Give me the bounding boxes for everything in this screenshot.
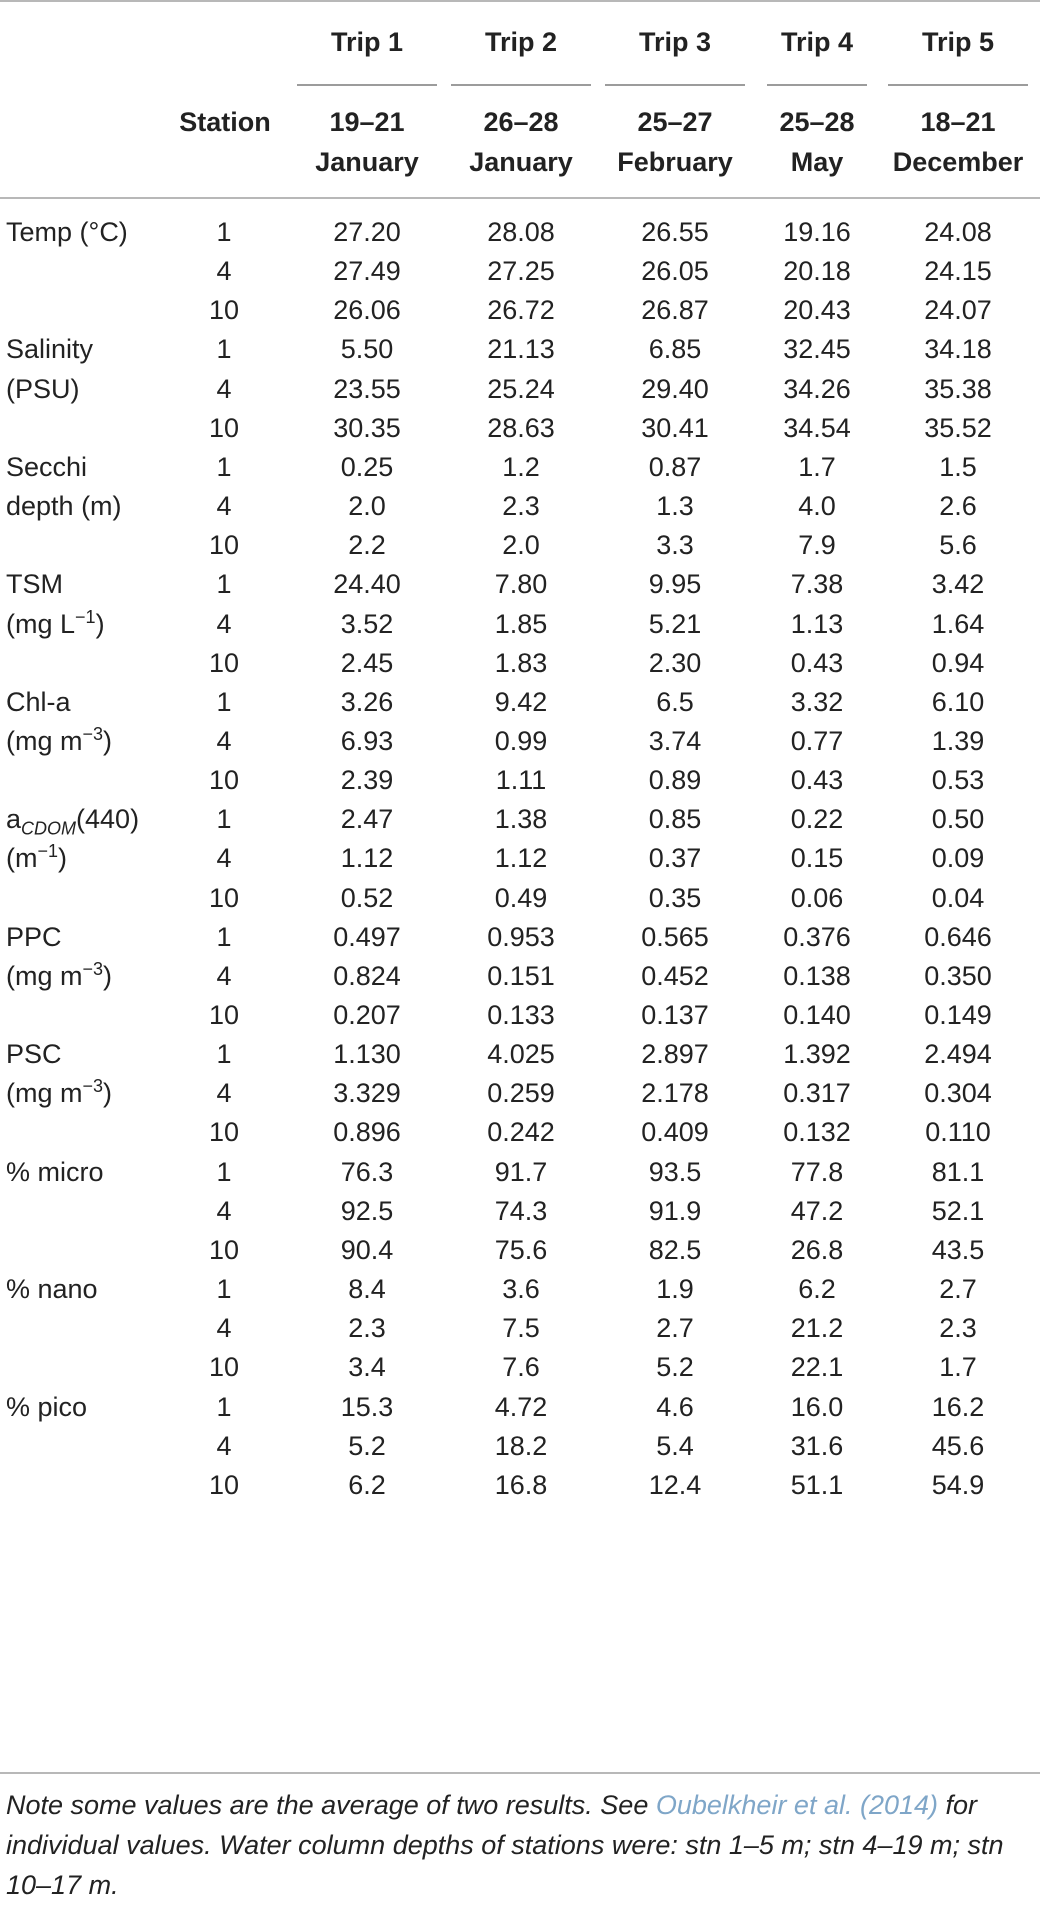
- value-cell-trip-5: 1.39: [931, 725, 985, 756]
- value-cell-trip-1: 30.35: [333, 412, 401, 443]
- value-cell-trip-5: 0.110: [925, 1117, 991, 1148]
- value-cell-trip-3: 0.37: [648, 843, 702, 874]
- value-cell-trip-3: 30.41: [641, 412, 709, 443]
- value-cell-trip-2: 1.2: [502, 451, 540, 482]
- value-cell-trip-1: 27.20: [333, 217, 401, 247]
- station-cell: 10: [208, 882, 240, 913]
- value-cell-trip-1: 0.25: [340, 451, 394, 482]
- station-cell: 10: [208, 647, 240, 678]
- station-cell: 4: [216, 843, 232, 874]
- footnote-text-before: Note some values are the average of two results. See: [6, 1790, 656, 1820]
- trip-4-underline: [767, 84, 867, 86]
- value-cell-trip-5: 2.3: [939, 1313, 977, 1344]
- trip-3-month: February: [617, 147, 733, 177]
- value-cell-trip-4: 0.77: [790, 725, 844, 756]
- value-cell-trip-5: 16.2: [931, 1391, 985, 1422]
- trip-5-header: Trip 5: [921, 27, 995, 57]
- value-cell-trip-1: 3.52: [340, 608, 394, 639]
- value-cell-trip-4: 26.8: [790, 1234, 844, 1265]
- parameter-label: % nano: [6, 1274, 98, 1305]
- value-cell-trip-3: 6.5: [656, 686, 694, 717]
- value-cell-trip-4: 22.1: [790, 1352, 844, 1383]
- value-cell-trip-4: 0.15: [790, 843, 844, 874]
- value-cell-trip-4: 19.16: [783, 217, 851, 247]
- value-cell-trip-4: 47.2: [790, 1195, 844, 1226]
- value-cell-trip-2: 1.83: [494, 647, 548, 678]
- value-cell-trip-4: 4.0: [798, 491, 836, 522]
- value-cell-trip-1: 5.50: [340, 334, 394, 365]
- value-cell-trip-5: 1.7: [939, 1352, 977, 1383]
- value-cell-trip-3: 5.21: [648, 608, 702, 639]
- value-cell-trip-5: 0.350: [924, 960, 992, 991]
- station-cell: 1: [216, 217, 232, 247]
- trip-4-header: Trip 4: [780, 27, 854, 57]
- value-cell-trip-5: 35.38: [924, 373, 992, 404]
- trip-3-underline: [605, 84, 745, 86]
- value-cell-trip-1: 0.52: [340, 882, 394, 913]
- value-cell-trip-5: 24.08: [924, 217, 992, 247]
- value-cell-trip-2: 1.11: [495, 765, 547, 796]
- value-cell-trip-5: 1.5: [939, 451, 977, 482]
- value-cell-trip-5: 81.1: [931, 1156, 985, 1187]
- value-cell-trip-2: 0.49: [494, 882, 548, 913]
- value-cell-trip-4: 3.32: [790, 686, 844, 717]
- station-cell: 10: [208, 295, 240, 326]
- value-cell-trip-4: 31.6: [790, 1430, 844, 1461]
- value-cell-trip-5: 0.09: [931, 843, 985, 874]
- value-cell-trip-4: 1.13: [790, 608, 844, 639]
- value-cell-trip-1: 2.39: [340, 765, 394, 796]
- value-cell-trip-1: 92.5: [340, 1195, 394, 1226]
- value-cell-trip-1: 8.4: [348, 1274, 386, 1305]
- value-cell-trip-4: 7.38: [790, 569, 844, 600]
- value-cell-trip-5: 45.6: [931, 1430, 985, 1461]
- station-cell: 10: [208, 1234, 240, 1265]
- value-cell-trip-5: 1.64: [931, 608, 985, 639]
- value-cell-trip-1: 3.4: [348, 1352, 386, 1383]
- value-cell-trip-4: 21.2: [790, 1313, 844, 1344]
- value-cell-trip-3: 0.137: [641, 1000, 709, 1030]
- value-cell-trip-3: 2.30: [648, 647, 702, 678]
- value-cell-trip-3: 3.74: [648, 725, 702, 756]
- value-cell-trip-2: 0.133: [487, 1000, 555, 1030]
- value-cell-trip-3: 29.40: [641, 373, 709, 404]
- value-cell-trip-4: 7.9: [798, 530, 836, 561]
- value-cell-trip-5: 5.6: [939, 530, 977, 561]
- station-cell: 1: [216, 921, 232, 952]
- table-footnote: [6, 1785, 1034, 1905]
- value-cell-trip-5: 34.18: [924, 334, 992, 365]
- value-cell-trip-3: 0.565: [641, 921, 709, 952]
- value-cell-trip-5: 0.304: [924, 1078, 992, 1109]
- value-cell-trip-3: 0.85: [648, 804, 702, 835]
- trip-2-date-range: 26–28: [483, 107, 559, 137]
- value-cell-trip-2: 7.6: [502, 1352, 540, 1383]
- value-cell-trip-2: 1.38: [494, 804, 548, 835]
- value-cell-trip-3: 0.89: [648, 765, 702, 796]
- value-cell-trip-3: 91.9: [648, 1195, 702, 1226]
- value-cell-trip-2: 2.3: [502, 491, 540, 522]
- value-cell-trip-5: 52.1: [931, 1195, 985, 1226]
- value-cell-trip-4: 51.1: [790, 1469, 844, 1500]
- value-cell-trip-1: 0.896: [333, 1117, 401, 1148]
- value-cell-trip-3: 0.452: [641, 960, 709, 991]
- value-cell-trip-4: 34.54: [783, 412, 851, 443]
- value-cell-trip-2: 25.24: [487, 373, 555, 404]
- value-cell-trip-5: 43.5: [931, 1234, 985, 1265]
- value-cell-trip-1: 23.55: [333, 373, 401, 404]
- station-cell: 10: [208, 1352, 240, 1383]
- value-cell-trip-5: 24.15: [924, 256, 992, 287]
- value-cell-trip-1: 2.2: [348, 530, 386, 561]
- trip-1-underline: [297, 84, 437, 86]
- value-cell-trip-1: 5.2: [348, 1430, 386, 1461]
- trip-3-header: Trip 3: [638, 27, 712, 57]
- station-cell: 4: [216, 1430, 232, 1461]
- station-cell: 1: [216, 804, 232, 835]
- value-cell-trip-3: 4.6: [656, 1391, 694, 1422]
- parameter-label: PPC: [6, 921, 62, 952]
- value-cell-trip-1: 3.26: [340, 686, 394, 717]
- value-cell-trip-5: 0.94: [931, 647, 985, 678]
- parameter-label: $a_{CDOM}(440)$: [6, 804, 140, 839]
- value-cell-trip-3: 2.897: [641, 1039, 709, 1070]
- trip-1-date-range: 19–21: [329, 107, 405, 137]
- station-cell: 10: [208, 1117, 240, 1148]
- value-cell-trip-5: 0.646: [924, 921, 992, 952]
- value-cell-trip-4: 0.138: [783, 960, 851, 991]
- trip-4-month: May: [790, 147, 844, 177]
- value-cell-trip-4: 34.26: [783, 373, 851, 404]
- trip-4-date-range: 25–28: [779, 107, 855, 137]
- value-cell-trip-1: 76.3: [340, 1156, 394, 1187]
- value-cell-trip-4: 32.45: [783, 334, 851, 365]
- value-cell-trip-4: 0.132: [783, 1117, 851, 1148]
- value-cell-trip-2: 0.99: [494, 725, 548, 756]
- station-cell: 1: [216, 1391, 232, 1422]
- station-cell: 4: [216, 1195, 232, 1226]
- footnote-text-after: for individual values. Water column depths of stations were: stn 1–5 m; stn 4–19 m; stn 10–17 m.: [6, 1790, 1004, 1900]
- station-cell: 4: [216, 608, 232, 639]
- value-cell-trip-5: 54.9: [931, 1469, 985, 1500]
- value-cell-trip-2: 1.85: [494, 608, 548, 639]
- value-cell-trip-1: 26.06: [333, 295, 401, 326]
- value-cell-trip-2: 27.25: [487, 256, 555, 287]
- value-cell-trip-2: 4.72: [494, 1391, 548, 1422]
- value-cell-trip-3: 5.4: [656, 1430, 694, 1461]
- parameter-unit-label: $(m^{-1})$: [6, 841, 68, 874]
- parameter-label: TSM: [6, 569, 63, 600]
- station-cell: 10: [208, 530, 240, 561]
- value-cell-trip-2: 26.72: [487, 295, 555, 326]
- station-cell: 4: [216, 960, 232, 991]
- value-cell-trip-1: 2.3: [348, 1313, 386, 1344]
- parameter-label: Salinity: [6, 334, 94, 365]
- value-cell-trip-3: 0.35: [648, 882, 702, 913]
- trip-5-underline: [888, 84, 1028, 86]
- value-cell-trip-1: 6.93: [340, 725, 394, 756]
- value-cell-trip-1: 0.207: [333, 1000, 401, 1030]
- value-cell-trip-2: 7.80: [494, 569, 548, 600]
- value-cell-trip-4: 77.8: [790, 1156, 844, 1187]
- station-cell: 1: [216, 451, 232, 482]
- value-cell-trip-1: 1.130: [333, 1039, 401, 1070]
- value-cell-trip-3: 3.3: [656, 530, 694, 561]
- station-cell: 1: [216, 1156, 232, 1187]
- value-cell-trip-2: 9.42: [494, 686, 548, 717]
- value-cell-trip-1: 2.0: [348, 491, 386, 522]
- parameter-unit-label: (mg $m^{-3}$): [6, 1076, 113, 1109]
- trip-3-date-range: 25–27: [637, 107, 713, 137]
- station-cell: 4: [216, 725, 232, 756]
- parameter-label: Temp (°C): [6, 217, 128, 247]
- value-cell-trip-3: 1.3: [656, 491, 694, 522]
- value-cell-trip-4: 20.18: [783, 256, 851, 287]
- value-cell-trip-1: 2.47: [340, 804, 394, 835]
- station-cell: 4: [216, 1078, 232, 1109]
- station-cell: 1: [216, 569, 232, 600]
- value-cell-trip-1: 0.497: [333, 921, 401, 952]
- parameter-unit-label: depth (m): [6, 491, 122, 522]
- station-cell: 1: [216, 1039, 232, 1070]
- value-cell-trip-2: 16.8: [494, 1469, 548, 1500]
- value-cell-trip-2: 7.5: [502, 1313, 540, 1344]
- station-cell: 1: [216, 1274, 232, 1305]
- value-cell-trip-2: 1.12: [494, 843, 548, 874]
- value-cell-trip-3: 2.7: [656, 1313, 694, 1344]
- value-cell-trip-1: 15.3: [340, 1391, 394, 1422]
- value-cell-trip-2: 28.63: [487, 412, 555, 443]
- value-cell-trip-3: 0.409: [641, 1117, 709, 1148]
- station-cell: 10: [208, 412, 240, 443]
- value-cell-trip-3: 6.85: [648, 334, 702, 365]
- value-cell-trip-5: 0.53: [931, 765, 985, 796]
- value-cell-trip-4: 0.140: [783, 1000, 851, 1030]
- value-cell-trip-3: 1.9: [656, 1274, 694, 1305]
- value-cell-trip-5: 0.149: [924, 1000, 992, 1030]
- value-cell-trip-3: 26.55: [641, 217, 709, 247]
- station-cell: 10: [208, 765, 240, 796]
- parameter-unit-label: (mg $m^{-3}$): [6, 723, 113, 756]
- value-cell-trip-5: 2.6: [939, 491, 977, 522]
- value-cell-trip-5: 24.07: [924, 295, 992, 326]
- value-cell-trip-4: 20.43: [783, 295, 851, 326]
- parameter-label: Chl-a: [6, 686, 71, 717]
- parameter-label: % pico: [6, 1391, 88, 1422]
- value-cell-trip-2: 18.2: [494, 1430, 548, 1461]
- value-cell-trip-4: 0.376: [783, 921, 851, 952]
- parameter-label: Secchi: [6, 451, 88, 482]
- value-cell-trip-2: 0.259: [487, 1078, 555, 1109]
- value-cell-trip-2: 74.3: [494, 1195, 548, 1226]
- station-cell: 10: [208, 1469, 240, 1500]
- station-column-header: Station: [179, 107, 271, 137]
- trip-5-month: December: [892, 147, 1024, 177]
- value-cell-trip-4: 0.43: [790, 647, 844, 678]
- parameter-unit-label: (PSU): [6, 373, 80, 404]
- value-cell-trip-1: 24.40: [333, 569, 401, 600]
- value-cell-trip-4: 6.2: [798, 1274, 836, 1305]
- value-cell-trip-3: 12.4: [648, 1469, 702, 1500]
- value-cell-trip-2: 0.242: [487, 1117, 555, 1148]
- trip-1-month: January: [315, 147, 419, 177]
- parameter-unit-label: (mg $m^{-3}$): [6, 958, 113, 991]
- trip-2-header: Trip 2: [484, 27, 558, 57]
- value-cell-trip-4: 0.06: [790, 882, 844, 913]
- table-top-rule: [0, 0, 1040, 2]
- value-cell-trip-1: 3.329: [333, 1078, 401, 1109]
- station-cell: 1: [216, 334, 232, 365]
- station-cell: 10: [208, 1000, 240, 1030]
- value-cell-trip-4: 0.43: [790, 765, 844, 796]
- value-cell-trip-3: 0.87: [648, 451, 702, 482]
- value-cell-trip-3: 93.5: [648, 1156, 702, 1187]
- value-cell-trip-4: 16.0: [790, 1391, 844, 1422]
- value-cell-trip-2: 0.151: [487, 960, 555, 991]
- value-cell-trip-3: 26.05: [641, 256, 709, 287]
- station-cell: 4: [216, 1313, 232, 1344]
- value-cell-trip-2: 4.025: [487, 1039, 555, 1070]
- trip-1-header: Trip 1: [330, 27, 404, 57]
- station-cell: 4: [216, 256, 232, 287]
- value-cell-trip-1: 0.824: [333, 960, 401, 991]
- value-cell-trip-1: 2.45: [340, 647, 394, 678]
- parameter-unit-label: (mg $L^{-1}$): [6, 606, 105, 639]
- value-cell-trip-2: 28.08: [487, 217, 555, 247]
- value-cell-trip-1: 6.2: [348, 1469, 386, 1500]
- station-cell: 4: [216, 373, 232, 404]
- value-cell-trip-5: 2.494: [924, 1039, 992, 1070]
- trip-2-month: January: [469, 147, 573, 177]
- value-cell-trip-5: 0.04: [931, 882, 985, 913]
- value-cell-trip-2: 91.7: [494, 1156, 548, 1187]
- value-cell-trip-3: 5.2: [656, 1352, 694, 1383]
- table-bottom-rule: [0, 1772, 1040, 1774]
- value-cell-trip-2: 3.6: [502, 1274, 540, 1305]
- value-cell-trip-4: 0.317: [783, 1078, 851, 1109]
- value-cell-trip-2: 0.953: [487, 921, 555, 952]
- value-cell-trip-3: 26.87: [641, 295, 709, 326]
- parameter-label: % micro: [6, 1156, 104, 1187]
- value-cell-trip-4: 0.22: [790, 804, 844, 835]
- value-cell-trip-1: 1.12: [340, 843, 394, 874]
- station-cell: 1: [216, 686, 232, 717]
- station-cell: 4: [216, 491, 232, 522]
- value-cell-trip-4: 1.392: [783, 1039, 851, 1070]
- value-cell-trip-5: 0.50: [931, 804, 985, 835]
- value-cell-trip-2: 21.13: [487, 334, 555, 365]
- value-cell-trip-1: 90.4: [340, 1234, 394, 1265]
- citation-link[interactable]: Oubelkheir et al. (2014): [655, 1790, 939, 1820]
- trip-5-date-range: 18–21: [920, 107, 996, 137]
- value-cell-trip-5: 3.42: [931, 569, 985, 600]
- trip-2-underline: [451, 84, 591, 86]
- value-cell-trip-3: 9.95: [648, 569, 702, 600]
- value-cell-trip-5: 2.7: [939, 1274, 977, 1305]
- value-cell-trip-5: 35.52: [924, 412, 992, 443]
- parameter-label: PSC: [6, 1039, 62, 1070]
- value-cell-trip-3: 2.178: [641, 1078, 709, 1109]
- value-cell-trip-3: 82.5: [648, 1234, 702, 1265]
- table-header-rule: [0, 197, 1040, 199]
- value-cell-trip-4: 1.7: [798, 451, 836, 482]
- value-cell-trip-1: 27.49: [333, 256, 401, 287]
- value-cell-trip-2: 75.6: [494, 1234, 548, 1265]
- value-cell-trip-2: 2.0: [502, 530, 540, 561]
- value-cell-trip-5: 6.10: [931, 686, 985, 717]
